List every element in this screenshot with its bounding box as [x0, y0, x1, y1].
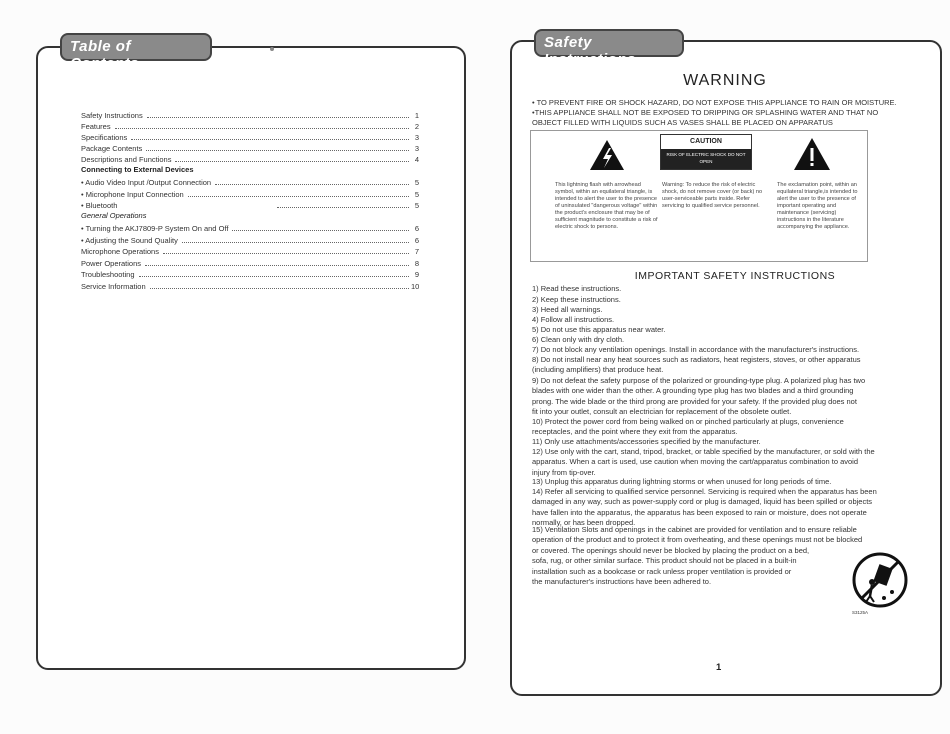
toc-entry: Service Information 10 — [81, 282, 420, 291]
caution-heading: CAUTION — [661, 135, 751, 149]
binding-dot — [270, 47, 274, 51]
toc-entry: Descriptions and Functions 4 — [81, 155, 419, 164]
instruction-item: 6) Clean only with dry cloth. — [532, 335, 625, 344]
warning-line: • TO PREVENT FIRE OR SHOCK HAZARD, DO NOT EXPOSE THIS APPLIANCE TO RAIN OR MOISTURE. — [532, 98, 897, 107]
toc-entry: Microphone Operations 7 — [81, 247, 419, 256]
instruction-item: 15) Ventilation Slots and openings in the cabinet are provided for ventilation and to ensure reliable operation of the product and to protect it from overheating, and these openings must not be blocked or covered. The openings should never be blocked by placing the product on a bed, sofa, rug, or other similar surface. This product should not be placed in a built-in installation such as a bookcase or rack unless proper ventilation is provided or the manufacturer's instructions have been adhered to. — [532, 525, 863, 587]
instruction-item: 2) Keep these instructions. — [532, 295, 621, 304]
toc-entry: Package Contents 3 — [81, 144, 419, 153]
caution-explanation: Warning: To reduce the risk of electric shock, do not remove cover (or back) no user-serviceable parts inside. Refer servicing to qualified service personnel. — [662, 182, 763, 209]
instruction-item: 10) Protect the power cord from being walked on or pinched particularly at plugs, convenience receptacles, and the point where they exit from the apparatus. — [532, 417, 844, 437]
instruction-item: 8) Do not install near any heat sources such as radiators, heat registers, stoves, or other apparatus (including amplifiers) that produce heat. — [532, 355, 861, 375]
instruction-item: 12) Use only with the cart, stand, tripod, bracket, or table specified by the manufacturer, or sold with the apparatus. When a cart is used, use caution when moving the cart/apparatus combination to avoid injury from tip-over. — [532, 447, 875, 477]
toc-entry: Features 2 — [81, 122, 419, 131]
toc-section-heading: General Operations — [81, 211, 147, 220]
exclamation-warning-icon — [793, 137, 831, 171]
instruction-item: 14) Refer all servicing to qualified service personnel. Servicing is required when the apparatus has been damaged in any way, such as power-supply cord or plug is damaged, liquid has been spilled or objects have fallen into the apparatus, the apparatus has been exposed to rain or moisture, does not operate normally, or has been dropped. — [532, 487, 877, 528]
toc-section-heading: Connecting to External Devices — [81, 165, 194, 174]
instruction-item: 7) Do not block any ventilation openings. Install in accordance with the manufacturer's instructions. — [532, 345, 860, 354]
caution-label — [660, 134, 752, 170]
exclamation-explanation: The exclamation point, within an equilateral triangle,is intended to alert the user to the presence of important operating and maintenance (servicing) instructions in the literature accompanying the appliance. — [777, 182, 858, 230]
cart-tipover-warning-icon — [852, 552, 908, 610]
instruction-item: 1) Read these instructions. — [532, 284, 622, 293]
cart-icon-label: S3125A — [852, 610, 869, 615]
toc-entry: Power Operations 8 — [81, 259, 419, 268]
toc-entry: Safety Instructions 1 — [81, 111, 419, 120]
instruction-item: 3) Heed all warnings. — [532, 305, 603, 314]
instruction-item: 11) Only use attachments/accessories specified by the manufacturer. — [532, 437, 761, 446]
instruction-item: 9) Do not defeat the safety purpose of the polarized or grounding-type plug. A polarized plug has two blades with one wider than the other. A grounding type plug has two blades and a third grounding prong. The wide blade or the third prong are provided for your safety. If the provided plug does not fit into your outlet, consult an electrician for replacement of the obsolete outlet. — [532, 376, 866, 417]
safety-tab-title: Safety Instructions — [534, 29, 684, 57]
toc-tab-title: Table of Contents — [60, 33, 212, 61]
important-instructions-title: IMPORTANT SAFETY INSTRUCTIONS — [634, 270, 836, 282]
caution-subtext: RISK OF ELECTRIC SHOCK DO NOT OPEN — [661, 149, 751, 169]
toc-entry: Specifications 3 — [81, 133, 419, 142]
lightning-explanation: This lightning flash with arrowhead symbol, within an equilateral triangle, is intended to alert the user to the presence of uninsulated "dangerous voltage" within the product's enclosure that may be of sufficient magnitude to constitute a risk of electric shock to persons. — [555, 182, 658, 230]
toc-entry: • Adjusting the Sound Quality 6 — [81, 236, 419, 245]
lightning-warning-icon — [589, 139, 625, 171]
toc-entry: Troubleshooting 9 — [81, 270, 419, 279]
warning-line: OBJECT FILLED WITH LIQUIDS SUCH AS VASES SHALL BE PLACED ON APPARATUS — [532, 118, 833, 127]
page-number: 1 — [716, 662, 722, 673]
toc-entry: • Turning the AKJ7809-P System On and Off 6 — [81, 224, 419, 233]
warning-title: WARNING — [683, 72, 767, 89]
toc-entry: • Microphone Input Connection 5 — [81, 190, 419, 199]
instruction-item: 13) Unplug this apparatus during lightning storms or when unused for long periods of time. — [532, 477, 832, 486]
toc-entry: • Bluetooth 5 — [81, 201, 419, 210]
instruction-item: 4) Follow all instructions. — [532, 315, 615, 324]
toc-entry: • Audio Video Input /Output Connection 5 — [81, 178, 419, 187]
warning-line: •THIS APPLIANCE SHALL NOT BE EXPOSED TO DRIPPING OR SPLASHING WATER AND THAT NO — [532, 108, 879, 117]
instruction-item: 5) Do not use this apparatus near water. — [532, 325, 666, 334]
